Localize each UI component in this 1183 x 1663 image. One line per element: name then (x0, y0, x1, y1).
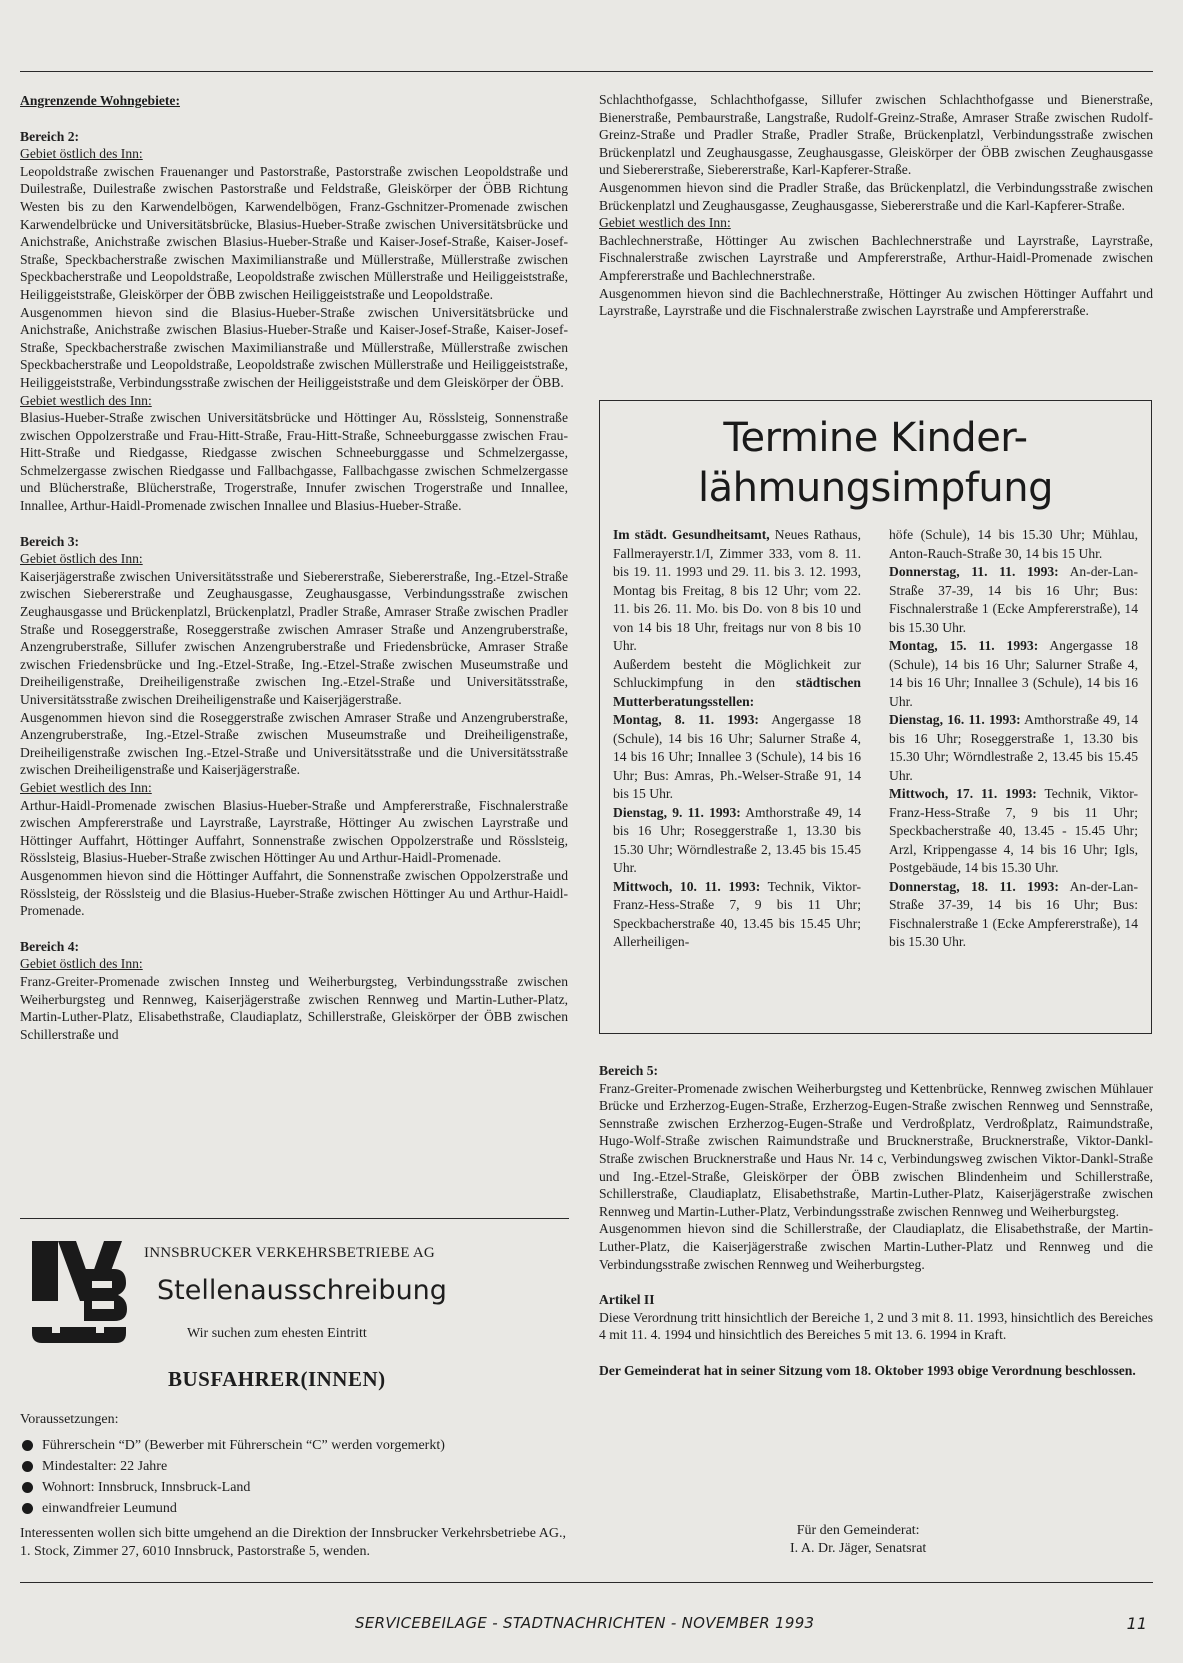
bereich-3-sub-east: Gebiet östlich des Inn: (20, 551, 143, 567)
date-text: Technik, Viktor-Franz-Hess-Straße 7, 9 bis 11 Uhr; Speckbacherstraße 40, 13.45 bis 15.45 Uhr; Allerheiligen- (613, 878, 861, 949)
date-label: Mittwoch, 17. 11. 1993: (889, 786, 1037, 801)
ad-requirements-list (20, 1435, 445, 1519)
left-column (20, 92, 568, 1043)
date-label: Donnerstag, 11. 11. 1993: (889, 564, 1059, 579)
page-number: 11 (1126, 1614, 1147, 1633)
ad-title: Stellenausschreibung (157, 1275, 447, 1306)
bereich-4-para-4: Bachlechnerstraße, Höttinger Au zwischen Bachlechnerstraße und Layrstraße, Layrstraße, Fischnalerstraße zwischen Layrstraße und Ampfererstraße, Arthur-Haidl-Promenade zwischen Ampfererstraße und Bachlechnerstraße. (599, 232, 1153, 283)
continued-text: höfe (Schule), 14 bis 15.30 Uhr; Mühlau, Anton-Rauch-Straße 30, 14 bis 15 Uhr. (889, 527, 1138, 561)
list-item: Führerschein “D” (Bewerber mit Führerschein “C” werden vorgemerkt) (20, 1435, 445, 1456)
mutterberatung-paragraph (613, 656, 861, 712)
date-label: Dienstag, 9. 11. 1993: (613, 804, 741, 820)
office-label: Im städt. Gesundheitsamt, (613, 527, 770, 542)
right-column-top (599, 91, 1153, 320)
date-entry (889, 563, 1138, 637)
date-entry (889, 711, 1138, 785)
ad-company-name: INNSBRUCKER VERKEHRSBETRIEBE AG (144, 1245, 435, 1261)
bereich-4-heading: Bereich 4: (20, 938, 80, 954)
mutterberatung-label: städtischen Mutterberatungsstellen: (613, 675, 861, 709)
date-text: Amthorstraße 49, 14 bis 16 Uhr; Roseggerstraße 1, 13.30 bis 15.30 Uhr; Wörndlestraße 2, 13.45 bis 15.45 Uhr. (613, 804, 861, 875)
bereich-2-para-2: Ausgenommen hievon sind die Blasius-Hueber-Straße zwischen Universitätsbrücke und Anichstraße, Anichstraße zwischen Blasius-Hueber-Straße und Kaiser-Josef-Straße, Kaiser-Josef-Straße, Speckbacherstraße zwischen Maximilianstraße und Müllerstraße, Müllerstraße zwischen Speckbacherstraße und Leopoldstraße, Leopoldstraße zwischen Müllerstraße und Heiliggeiststraße, Heiliggeiststraße, Verbindungsstraße zwischen der Heiliggeiststraße und dem Gleiskörper der ÖBB. (20, 304, 568, 390)
ad-requirements-label: Voraussetzungen: (20, 1412, 119, 1427)
bereich-4-para-3: Ausgenommen hievon sind die Pradler Straße, das Brückenplatzl, die Verbindungsstraße zwischen Brückenplatzl und Zeughausgasse, Zeughausgasse, Siebererstraße und die Karl-Kapferer-Straße. (599, 179, 1153, 213)
ad-contact: Interessenten wollen sich bitte umgehend an die Direktion der Innsbrucker Verkehrsbetriebe AG., 1. Stock, Zimmer 27, 6010 Innsbruck, Pastorstraße 5, wenden. (20, 1526, 566, 1559)
bereich-2-para-3: Blasius-Hueber-Straße zwischen Universitätsbrücke und Höttinger Au, Rösslsteig, Sonnenstraße zwischen Oppolzerstraße und Frau-Hitt-Straße, Frau-Hitt-Straße, Schneeburggasse zwischen Frau-Hitt-Straße und Riedgasse, Riedgasse zwischen Schneeburggasse und Schmelzergasse, Schmelzergasse zwischen Riedgasse und Fallbachgasse, Fallbachgasse zwischen Schmelzergasse und Blücherstraße, Blücherstraße, Trogerstraße, Innufer zwischen Trogerstraße und Innallee, Innallee, Arthur-Haidl-Promenade zwischen Innallee und Blasius-Hueber-Straße. (20, 410, 568, 514)
box-title-line-2: lähmungsimpfung (697, 465, 1054, 511)
signature-block (790, 1522, 926, 1558)
bereich-5-para-2: Ausgenommen hievon sind die Schillerstraße, der Claudiaplatz, die Elisabethstraße, der Martin-Luther-Platz, die Kaiserjägerstraße zwischen Martin-Luther-Platz und Rennweg und die Verbindungsstraße zwischen Rennweg und Weiherburgsteg. (599, 1221, 1153, 1272)
bereich-4-sub-east: Gebiet östlich des Inn: (20, 956, 143, 972)
date-label: Dienstag, 16. 11. 1993: (889, 712, 1021, 727)
page-footer: SERVICEBEILAGE - STADTNACHRICHTEN - NOVEMBER 1993 (355, 1614, 815, 1632)
box-title (600, 413, 1151, 513)
date-entry (889, 785, 1138, 878)
ad-job-title: BUSFAHRER(INNEN) (168, 1367, 386, 1391)
date-text: An-der-Lan-Straße 37-39, 14 bis 16 Uhr; Bus: Fischnalerstraße 1 (Ecke Ampfererstraße), 14 bis 15.30 Uhr. (889, 564, 1138, 635)
box-column-left (613, 526, 861, 952)
closing-statement: Der Gemeinderat hat in seiner Sitzung vom 18. Oktober 1993 obige Verordnung beschlossen. (599, 1362, 1136, 1378)
signature-line-1: Für den Gemeinderat: (796, 1523, 920, 1538)
list-item: Wohnort: Innsbruck, Innsbruck-Land (20, 1477, 445, 1498)
bottom-rule (20, 1582, 1153, 1583)
bereich-3-para-4: Ausgenommen hievon sind die Höttinger Auffahrt, die Sonnenstraße zwischen Oppolzerstraße und Rösslsteig, der Rösslsteig und die Blasius-Hueber-Straße zwischen Höttinger Au und Arthur-Haidl-Promenade. (20, 867, 568, 919)
ad-intro: Wir suchen zum ehesten Eintritt (187, 1326, 367, 1341)
artikel-2-text: Diese Verordnung tritt hinsichtlich der Bereiche 1, 2 und 3 mit 8. 11. 1993, hinsichtlich des Bereiches 4 mit 11. 4. 1994 und hinsichtlich des Bereiches 5 mit 13. 6. 1994 in Kraft. (599, 1309, 1153, 1343)
date-entry (613, 804, 861, 878)
bereich-3-sub-west: Gebiet westlich des Inn: (20, 779, 152, 795)
list-item: einwandfreier Leumund (20, 1498, 445, 1519)
date-label: Mittwoch, 10. 11. 1993: (613, 878, 761, 894)
date-text: Technik, Viktor-Franz-Hess-Straße 7, 9 bis 11 Uhr; Speckbacherstraße 40, 13.45 - 15.45 Uhr; Arzl, Krippengasse 4, 14 bis 16 Uhr; Igls, Postgebäude, 14 bis 15.30 Uhr. (889, 786, 1138, 875)
office-text: Neues Rathaus, Fallmerayerstr.1/I, Zimmer 333, vom 8. 11. bis 19. 11. 1993 und 29. 11. bis 3. 12. 1993, Montag bis Freitag, 8 bis 12 Uhr; vom 22. 11. bis 26. 11. Mo. bis Do. von 8 bis 10 und von 14 bis 18 Uhr, freitags nur von 8 bis 10 Uhr. (613, 527, 862, 653)
date-label: Donnerstag, 18. 11. 1993: (889, 878, 1059, 894)
date-text: Angergasse 18 (Schule), 14 bis 16 Uhr; Salurner Straße 4, 14 bis 16 Uhr; Innallee 3 (Schule), 14 bis 16 Uhr; Bus: Amras, Ph.-Welser-Straße 91, 14 bis 15 Uhr. (613, 712, 861, 801)
bereich-3-para-3: Arthur-Haidl-Promenade zwischen Blasius-Hueber-Straße und Ampfererstraße, Fischnalerstraße zwischen Ampfererstraße und Layrstraße, Layrstraße, Höttinger Au zwischen Layrstraße und Höttinger Auffahrt, Höttinger Auffahrt, Sonnenstraße zwischen Oppolzerstraße und Rösslsteig, Rösslsteig, Blasius-Hueber-Straße zwischen Höttinger Au und Arthur-Haidl-Promenade. (20, 797, 568, 866)
bereich-3-para-1: Kaiserjägerstraße zwischen Universitätsstraße und Siebererstraße, Siebererstraße, Ing.-Etzel-Straße zwischen Siebererstraße und Zeughausgasse, Zeughausgasse, Verbindungsstraße zwischen Zeughausgasse und Brückenplatzl, Brückenplatzl, Pradler Straße, Amraser Straße zwischen Pradler Straße und Roseggerstraße, Roseggerstraße zwischen Amraser Straße und Anzengruberstraße, Anzengruberstraße, Sillufer zwischen Anzengruberstraße und Friedensbrücke, Amraser Straße zwischen Friedensbrücke und Ing.-Etzel-Straße, Ing.-Etzel-Straße zwischen Museumstraße und Dreiheiligenstraße, Dreiheiligenstraße zwischen Ing.-Etzel-Straße und Universitätsstraße, Universitätsstraße zwischen Dreiheiligenstraße und Kaiserjägerstraße. (20, 568, 568, 707)
bereich-4-para-5: Ausgenommen hievon sind die Bachlechnerstraße, Höttinger Au zwischen Höttinger Auffahrt und Layrstraße, Layrstraße und die Fischnalerstraße zwischen Layrstraße und Ampfererstraße. (599, 285, 1153, 319)
bereich-3-para-2: Ausgenommen hievon sind die Roseggerstraße zwischen Amraser Straße und Anzengruberstraße, Anzengruberstraße, Ing.-Etzel-Straße zwischen Museumstraße und Dreiheiligenstraße, Dreiheiligenstraße zwischen Ing.-Etzel-Straße und Universitätsstraße und die Universitätsstraße zwischen Dreiheiligenstraße und Kaiserjägerstraße. (20, 709, 568, 778)
bereich-3-heading: Bereich 3: (20, 533, 80, 549)
bereich-5-heading: Bereich 5: (599, 1063, 659, 1078)
bereich-2-para-1: Leopoldstraße zwischen Frauenanger und Pastorstraße, Pastorstraße zwischen Leopoldstraße und Duilestraße, Duilestraße zwischen Pastorstraße und Feldstraße, Gleiskörper der ÖBB Richtung Westen bis zu den Karwendelbögen, Karwendelbögen, Franz-Gschnitzer-Promenade zwischen Karwendelbrücke und Universitätsbrücke, Blasius-Hueber-Straße zwischen Universitätsbrücke und Anichstraße, Anichstraße zwischen Blasius-Hueber-Straße und Kaiser-Josef-Straße, Kaiser-Josef-Straße, Speckbacherstraße zwischen Maximilianstraße und Müllerstraße, Müllerstraße zwischen Speckbacherstraße und Leopoldstraße, Leopoldstraße zwischen Müllerstraße und Heiliggeiststraße, Heiliggeiststraße, Gleiskörper der ÖBB zwischen Heiliggeiststraße und Leopoldstraße. (20, 163, 568, 302)
bereich-2-heading: Bereich 2: (20, 128, 80, 144)
vaccination-dates-box (599, 400, 1152, 1034)
box-title-line-1: Termine Kinder- (723, 415, 1028, 461)
date-text: Angergasse 18 (Schule), 14 bis 16 Uhr; Salurner Straße 4, 14 bis 16 Uhr; Innallee 3 (Schule), 14 bis 16 Uhr. (889, 638, 1138, 709)
date-text: Amthorstraße 49, 14 bis 16 Uhr; Roseggerstraße 1, 13.30 bis 15.30 Uhr; Wörndlestraße 2, 13.45 bis 15.45 Uhr. (889, 712, 1139, 783)
date-entry (889, 637, 1138, 711)
bereich-2-sub-west: Gebiet westlich des Inn: (20, 392, 152, 408)
bereich-5-para-1: Franz-Greiter-Promenade zwischen Weiherburgsteg und Kettenbrücke, Rennweg zwischen Mühlauer Brücke und Erzherzog-Eugen-Straße, Erzherzog-Eugen-Straße zwischen Rennweg und Sennstraße, Sennstraße zwischen Erzherzog-Eugen-Straße und Verdroßplatz, Verdroßplatz, Raimundstraße, Hugo-Wolf-Straße zwischen Raimundstraße und Brucknerstraße, Brucknerstraße, Viktor-Dankl-Straße zwischen Brucknerstraße und Haus Nr. 14 c, Verbindungsweg zwischen Viktor-Dankl-Straße und Ing.-Etzel-Straße, Gleiskörper der ÖBB zwischen Blindenheim und Schillerstraße, Schillerstraße, Claudiaplatz, Elisabethstraße, Martin-Luther-Platz, Kaiserjägerstraße zwischen Rennweg und Martin-Luther-Platz, Verbindungsstraße zwischen Rennweg und Weiherburgsteg. (599, 1080, 1153, 1219)
date-entry (613, 711, 861, 804)
right-column-bottom (599, 1062, 1153, 1380)
date-label: Montag, 15. 11. 1993: (889, 638, 1039, 653)
bereich-4-para-1: Franz-Greiter-Promenade zwischen Innsteg und Weiherburgsteg, Verbindungsstraße zwischen Weiherburgsteg und Rennweg, Kaiserjägerstraße zwischen Rennweg und Martin-Luther-Platz, Martin-Luther-Platz, Elisabethstraße, Claudiaplatz, Schillerstraße, Gleiskörper der ÖBB zwischen Schillerstraße und (20, 973, 568, 1042)
artikel-2-heading: Artikel II (599, 1292, 655, 1308)
date-text: An-der-Lan-Straße 37-39, 14 bis 16 Uhr; Bus: Fischnalerstraße 1 (Ecke Ampfererstraße), 14 bis 15.30 Uhr. (889, 878, 1138, 949)
bereich-2-sub-east: Gebiet östlich des Inn: (20, 146, 143, 162)
office-paragraph (613, 526, 861, 656)
box-column-right (889, 526, 1138, 952)
date-entry (889, 878, 1138, 952)
top-rule (20, 71, 1153, 72)
section-heading: Angrenzende Wohngebiete: (20, 93, 180, 108)
mutterberatung-text: Außerdem besteht die Möglichkeit zur Schluckimpfung in den (613, 656, 861, 690)
signature-line-2: I. A. Dr. Jäger, Senatsrat (790, 1541, 927, 1556)
bereich-4-sub-west: Gebiet westlich des Inn: (599, 215, 731, 231)
ivb-logo-icon (30, 1239, 128, 1345)
date-label: Montag, 8. 11. 1993: (613, 712, 759, 727)
job-advertisement (20, 1212, 568, 1562)
list-item: Mindestalter: 22 Jahre (20, 1456, 445, 1477)
bereich-4-para-2: Schlachthofgasse, Schlachthofgasse, Sillufer zwischen Schlachthofgasse und Bienerstraße, Bienerstraße, Pembaurstraße, Langstraße, Rudolf-Greinz-Straße, Amraser Straße zwischen Rudolf-Greinz-Straße und Pradler Straße, Pradler Straße, Brückenplatzl, Verbindungsstraße zwischen Brückenplatzl und Zeughausgasse, Zeughausgasse, Gleiskörper der ÖBB zwischen Zeughausgasse und Siebererstraße, Siebererstraße, Karl-Kapferer-Straße. (599, 92, 1153, 178)
date-entry (613, 878, 861, 952)
